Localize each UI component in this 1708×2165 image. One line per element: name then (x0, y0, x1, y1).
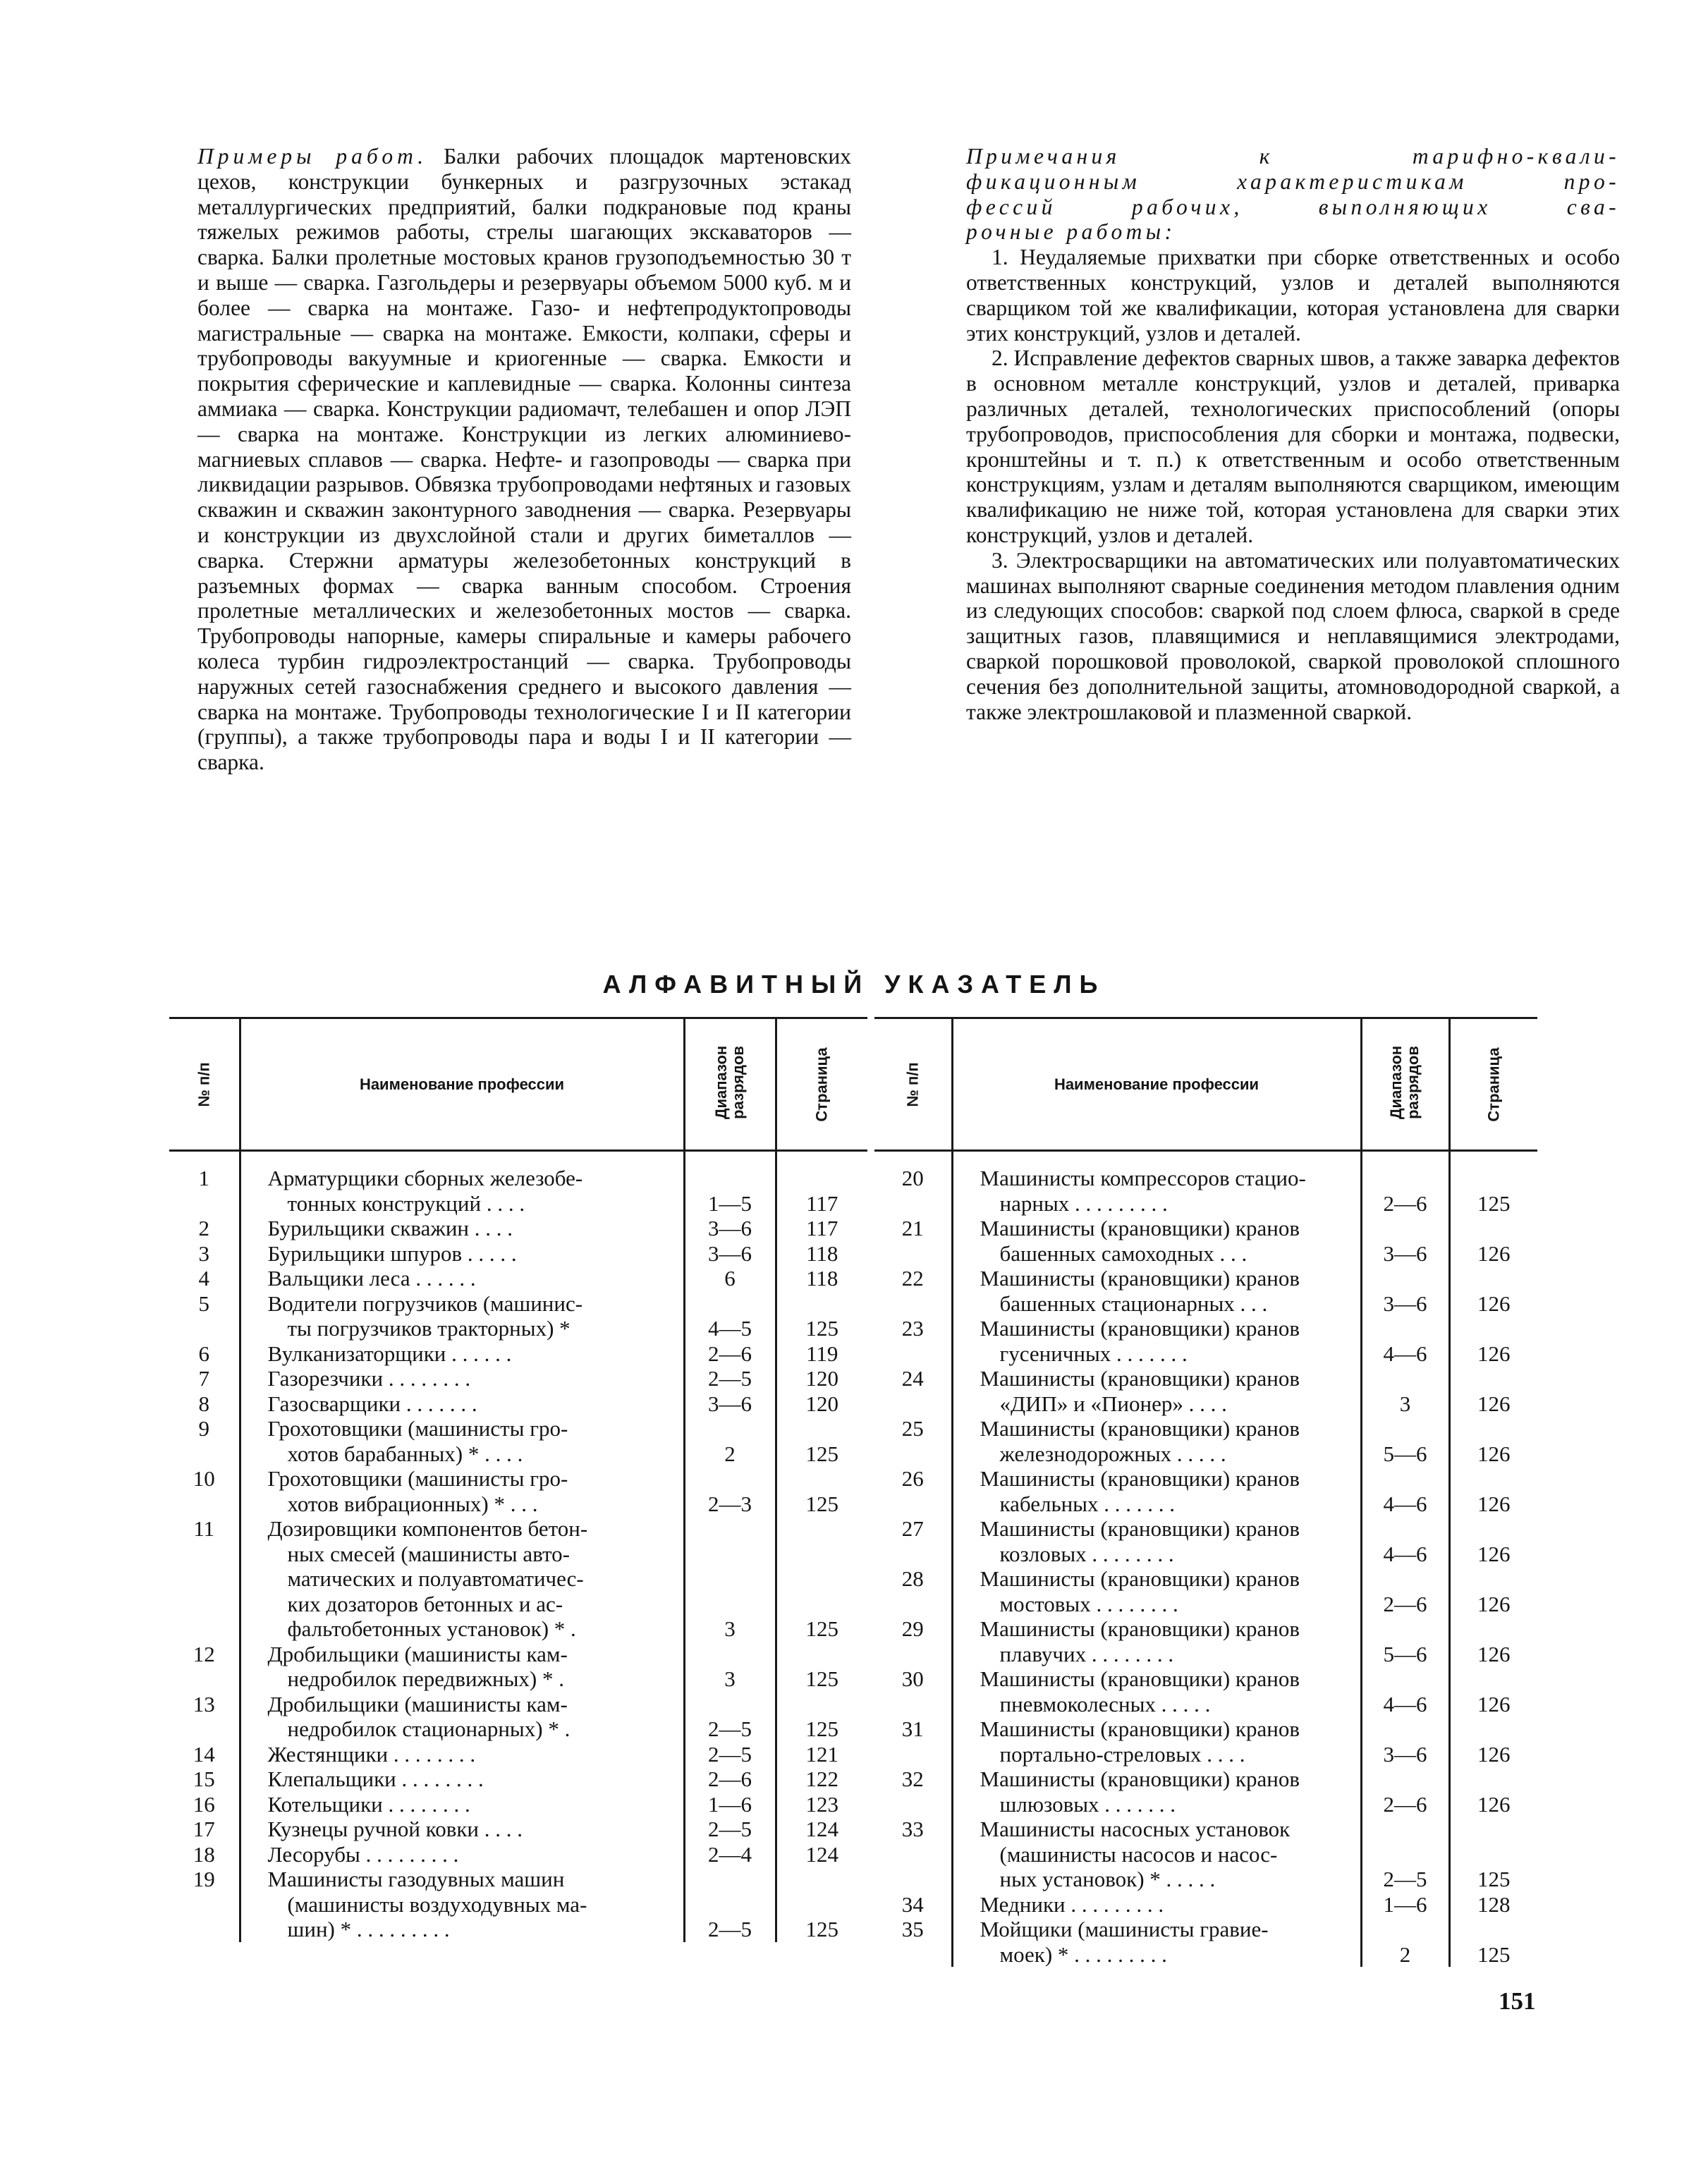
row-number: 11 (193, 1516, 215, 1541)
table-row (169, 1216, 867, 1241)
grade-range: 6 (684, 1266, 776, 1291)
row-number: 1 (198, 1166, 209, 1190)
row-number: 33 (901, 1817, 924, 1841)
grade-range: 4—6 (1361, 1516, 1449, 1566)
profession-name-line: башенных самоходных . . . (999, 1240, 1248, 1266)
page-ref: 128 (1449, 1892, 1537, 1917)
row-number: 13 (193, 1691, 215, 1716)
grade-range: 5—6 (1361, 1616, 1449, 1666)
profession-name-line: Арматурщики сборных железобе- (267, 1166, 583, 1190)
table-row (169, 1692, 867, 1742)
grade-range: 2—4 (684, 1842, 776, 1867)
profession-name-line: Лесорубы . . . . . . . . . (267, 1841, 459, 1867)
note-2: 2. Исправление дефектов сварных швов, а также заварка дефектов в основном металле конструкций, узлов и деталей, приварка различных деталей, технологических приспособлений (опоры трубопроводов, приспособления для сборки и монтажа, подвески, кронштейны и т. п.) к ответственным и особо ответственным конструкциям, узлам и деталям выполняются сварщиком, имеющим квалификацию не ниже той, которая установлена для сварки этих конструкций, узлов и деталей. (966, 346, 1620, 547)
table-row (169, 1792, 867, 1817)
page-ref: 126 (1449, 1767, 1537, 1817)
profession-name (240, 1241, 684, 1267)
header-page: Страница (1449, 1018, 1537, 1151)
page-ref: 126 (1449, 1216, 1537, 1266)
page-ref: 119 (776, 1341, 867, 1367)
profession-name-line: Мойщики (машинисты гравие- (980, 1917, 1269, 1941)
grade-range: 3—6 (1361, 1716, 1449, 1767)
table-row (874, 1666, 1537, 1716)
row-number: 18 (193, 1841, 215, 1867)
profession-name (952, 1516, 1361, 1566)
row-number: 21 (901, 1216, 924, 1240)
page-number: 151 (1499, 1987, 1536, 2015)
grade-range: 2—5 (684, 1817, 776, 1842)
index-title: АЛФАВИТНЫЙ УКАЗАТЕЛЬ (602, 970, 1106, 999)
grade-range: 4—6 (1361, 1316, 1449, 1366)
page-ref: 125 (776, 1642, 867, 1692)
profession-name-line: Машинисты (крановщики) кранов (980, 1767, 1300, 1791)
grade-range: 2—6 (1361, 1151, 1449, 1216)
table-row (874, 1716, 1537, 1767)
page-ref: 126 (1449, 1616, 1537, 1666)
row-number: 27 (901, 1516, 924, 1541)
profession-name (952, 1767, 1361, 1817)
profession-name-line: железнодорожных . . . . . (999, 1441, 1226, 1466)
profession-name-line: моек) * . . . . . . . . . (999, 1941, 1167, 1967)
profession-name-line: Дробильщики (машинисты кам- (267, 1691, 568, 1716)
page-ref: 121 (776, 1742, 867, 1767)
profession-name (240, 1266, 684, 1291)
table-row (169, 1817, 867, 1842)
grade-range: 3—6 (684, 1216, 776, 1241)
row-number: 22 (901, 1266, 924, 1291)
table-row (874, 1316, 1537, 1366)
notes-heading-line: Примечания к тарифно-квали- (966, 144, 1620, 169)
notes-heading-line: фикационным характеристикам про- (966, 169, 1620, 194)
page-ref: 117 (776, 1216, 867, 1241)
table-row (874, 1616, 1537, 1666)
profession-name-line: ных смесей (машинисты авто- (287, 1541, 570, 1566)
table-row (169, 1341, 867, 1367)
page-ref: 124 (776, 1842, 867, 1867)
profession-name-line: Медники . . . . . . . . . (980, 1891, 1164, 1917)
profession-name-line: Машинисты (крановщики) кранов (980, 1566, 1300, 1591)
table-row (169, 1767, 867, 1792)
profession-name (240, 1216, 684, 1241)
table-row (169, 1742, 867, 1767)
page-ref: 118 (776, 1241, 867, 1267)
table-row (874, 1767, 1537, 1817)
grade-range: 2—3 (684, 1466, 776, 1516)
profession-name (952, 1917, 1361, 1967)
page-ref: 124 (776, 1817, 867, 1842)
row-number: 31 (901, 1716, 924, 1741)
page-ref: 125 (776, 1692, 867, 1742)
table-row (169, 1266, 867, 1291)
grade-range: 2—6 (1361, 1566, 1449, 1616)
note-1: 1. Неудаляемые прихватки при сборке ответственных и особо ответственных конструкций, узлов и деталей выполняются сварщиком той же квалификации, которая установлена для сварки этих конструкций, узлов и деталей. (966, 245, 1620, 346)
profession-name-line: Грохотовщики (машинисты гро- (267, 1416, 568, 1441)
profession-name-line: Машинисты (крановщики) кранов (980, 1516, 1300, 1541)
profession-name-line: Бурильщики шпуров . . . . . (267, 1240, 517, 1266)
profession-name-line: Газорезчики . . . . . . . . (267, 1366, 471, 1391)
table-row (169, 1241, 867, 1267)
row-number: 28 (901, 1566, 924, 1591)
profession-name-line: Машинисты (крановщики) кранов (980, 1266, 1300, 1291)
row-number: 16 (193, 1791, 215, 1817)
profession-name-line: Грохотовщики (машинисты гро- (267, 1466, 568, 1491)
grade-range: 4—6 (1361, 1466, 1449, 1516)
profession-name (240, 1817, 684, 1842)
profession-name-line: башенных стационарных . . . (999, 1291, 1268, 1316)
row-number: 9 (198, 1416, 209, 1441)
table-row (169, 1642, 867, 1692)
profession-name-line: Машинисты компрессоров стацио- (980, 1166, 1306, 1190)
profession-name (952, 1316, 1361, 1366)
grade-range: 3—6 (1361, 1266, 1449, 1316)
row-number: 15 (193, 1767, 215, 1791)
examples-body: Балки рабочих площадок мартеновских цехов, конструкции бункерных и разгрузочных эстакад металлургических предприятий, балки подкрановые под краны тяжелых режимов работы, стрелы шагающих экскаваторов — сварка. Балки пролетные мостовых кранов грузоподъемностью 30 т и выше — сварка. Газгольдеры и резервуары объемом 5000 куб. м и более — сварка на монтаже. Газо- и нефтепродуктопроводы магистральные — сварка на монтаже. Емкости, колпаки, сферы и трубопроводы вакуумные и криогенные — сварка. Емкости и покрытия сферические и каплевидные — сварка. Колонны синтеза аммиака — сварка. Конструкции радиомачт, телебашен и опор ЛЭП — сварка на монтаже. Конструкции из легких алюминиево-магниевых сплавов — сварка. Нефте- и газопроводы — сварка при ликвидации разрывов. Обвязка трубопроводами нефтяных и газовых скважин и скважин законтурного заводнения — сварка. Резервуары и конструкции из двухслойной стали и других биметаллов — сварка. Стержни арматуры железобетонных конструкций в разъемных формах — сварка ванным способом. Строения пролетные металлических и железобетонных мостов — сварка. Трубопроводы напорные, камеры спиральные и камеры рабочего колеса турбин гидроэлектростанций — сварка. Трубопроводы наружных сетей газоснабжения среднего и высокого давления — сварка на монтаже. Трубопроводы технологические I и II категории (группы), а также трубопроводы пара и воды I и II категории — сварка. (197, 144, 852, 775)
page-ref: 126 (1449, 1666, 1537, 1716)
page-ref: 123 (776, 1792, 867, 1817)
page-ref: 126 (1449, 1266, 1537, 1316)
page-ref: 120 (776, 1366, 867, 1391)
page-ref: 117 (776, 1151, 867, 1216)
row-number: 5 (198, 1291, 209, 1316)
page-ref: 126 (1449, 1516, 1537, 1566)
index-table-right (874, 1017, 1537, 1967)
profession-name (240, 1291, 684, 1341)
profession-name-line: ких дозаторов бетонных и ас- (287, 1591, 563, 1616)
header-num: № п/п (169, 1018, 240, 1151)
notes-heading-line: рочные работы: (966, 219, 1176, 245)
grade-range: 3—6 (684, 1391, 776, 1417)
header-page: Страница (776, 1018, 867, 1151)
row-number: 35 (901, 1917, 924, 1941)
profession-name-line: Машинисты (крановщики) кранов (980, 1666, 1300, 1691)
profession-name-line: недробилок передвижных) * . (287, 1666, 564, 1691)
profession-name (952, 1892, 1361, 1917)
page-ref: 126 (1449, 1466, 1537, 1516)
grade-range: 2—5 (684, 1867, 776, 1942)
grade-range: 2—5 (684, 1366, 776, 1391)
profession-name-line: Дозировщики компонентов бетон- (267, 1516, 588, 1541)
grade-range: 5—6 (1361, 1416, 1449, 1466)
page-ref: 125 (776, 1867, 867, 1942)
table-row (874, 1892, 1537, 1917)
index-table-left (169, 1017, 867, 1942)
grade-range: 4—5 (684, 1291, 776, 1341)
row-number: 24 (901, 1366, 924, 1391)
row-number: 20 (901, 1166, 924, 1190)
table-row (874, 1216, 1537, 1266)
profession-name (240, 1642, 684, 1692)
grade-range: 2 (684, 1416, 776, 1466)
profession-name-line: Вулканизаторщики . . . . . . (267, 1341, 512, 1366)
profession-name-line: хотов барабанных) * . . . . (287, 1441, 523, 1466)
profession-name-line: козловых . . . . . . . . (999, 1541, 1174, 1566)
page-ref: 126 (1449, 1716, 1537, 1767)
grade-range: 2—6 (1361, 1767, 1449, 1817)
row-number: 30 (901, 1666, 924, 1691)
profession-name-line: Дробильщики (машинисты кам- (267, 1641, 568, 1666)
page-ref: 126 (1449, 1416, 1537, 1466)
profession-name-line: Машинисты насосных установок (980, 1817, 1291, 1841)
row-number: 8 (198, 1391, 209, 1416)
notes-heading-line: фессий рабочих, выполняющих сва- (966, 194, 1620, 219)
grade-range: 3—6 (684, 1241, 776, 1267)
grade-range: 1—5 (684, 1151, 776, 1216)
row-number: 29 (901, 1616, 924, 1641)
table-row (874, 1416, 1537, 1466)
table-row (169, 1151, 867, 1216)
profession-name-line: нарных . . . . . . . . . (999, 1190, 1168, 1216)
table-row (874, 1917, 1537, 1967)
row-number: 19 (193, 1867, 215, 1891)
notes-heading (966, 144, 1620, 245)
grade-range: 1—6 (1361, 1892, 1449, 1917)
profession-name-line: портально-стреловых . . . . (999, 1741, 1245, 1767)
grade-range: 2—6 (684, 1767, 776, 1792)
profession-name (240, 1867, 684, 1942)
examples-heading: Примеры работ. (197, 144, 428, 169)
row-number: 25 (901, 1416, 924, 1441)
grade-range: 2 (1361, 1917, 1449, 1967)
page-ref: 120 (776, 1391, 867, 1417)
table-row (169, 1291, 867, 1341)
row-number: 4 (198, 1266, 209, 1291)
row-number: 32 (901, 1767, 924, 1791)
table-row (169, 1391, 867, 1417)
profession-name-line: Машинисты (крановщики) кранов (980, 1316, 1300, 1341)
profession-name-line: гусеничных . . . . . . . (999, 1341, 1188, 1366)
profession-name (240, 1692, 684, 1742)
profession-name-line: ных установок) * . . . . . (999, 1867, 1216, 1891)
profession-name (240, 1792, 684, 1817)
profession-name-line: кабельных . . . . . . . (999, 1491, 1175, 1516)
profession-name-line: Машинисты газодувных машин (267, 1867, 565, 1891)
profession-name (240, 1742, 684, 1767)
row-number: 3 (198, 1240, 209, 1266)
profession-name-line: Вальщики леса . . . . . . (267, 1266, 476, 1291)
table-row (169, 1842, 867, 1867)
table-row (874, 1151, 1537, 1216)
page-ref: 126 (1449, 1366, 1537, 1416)
table-row (874, 1466, 1537, 1516)
grade-range: 2—5 (684, 1742, 776, 1767)
header-name: Наименование профессии (240, 1018, 684, 1151)
row-number: 17 (193, 1817, 215, 1841)
right-column-text (966, 144, 1620, 724)
profession-name-line: ты погрузчиков тракторных) * (287, 1316, 571, 1341)
row-number: 26 (901, 1466, 924, 1491)
profession-name (240, 1516, 684, 1642)
page-ref: 125 (1449, 1151, 1537, 1216)
profession-name (952, 1566, 1361, 1616)
profession-name-line: Кузнецы ручной ковки . . . . (267, 1817, 523, 1841)
profession-name-line: Газосварщики . . . . . . . (267, 1391, 477, 1416)
profession-name (952, 1616, 1361, 1666)
profession-name (952, 1817, 1361, 1892)
page-ref: 125 (1449, 1817, 1537, 1892)
profession-name (952, 1716, 1361, 1767)
profession-name-line: хотов вибрационных) * . . . (287, 1491, 538, 1516)
profession-name-line: Машинисты (крановщики) кранов (980, 1716, 1300, 1741)
profession-name (952, 1466, 1361, 1516)
header-range: Диапазон разрядов (684, 1018, 776, 1151)
page-ref: 125 (776, 1291, 867, 1341)
header-range: Диапазон разрядов (1361, 1018, 1449, 1151)
profession-name-line: пневмоколесных . . . . . (999, 1691, 1211, 1716)
table-row (874, 1817, 1537, 1892)
profession-name-line: Бурильщики скважин . . . . (267, 1216, 513, 1240)
grade-range: 3 (684, 1642, 776, 1692)
grade-range: 2—5 (1361, 1817, 1449, 1892)
note-3: 3. Электросварщики на автоматических или полуавтоматических машинах выполняют сварные соединения методом плавления одним из следующих способов: сваркой под слоем флюса, сваркой в среде защитных газов, плавящимися и неплавящимися электродами, сваркой порошковой проволокой, сваркой проволокой сплошного сечения без дополнительной защиты, атомноводородной сваркой, а также электрошлаковой и плазменной сваркой. (966, 547, 1620, 724)
row-number: 2 (198, 1216, 209, 1240)
profession-name-line: фальтобетонных установок) * . (287, 1616, 576, 1641)
row-number: 14 (193, 1741, 215, 1767)
profession-name (952, 1366, 1361, 1416)
grade-range: 2—6 (684, 1341, 776, 1367)
profession-name (240, 1391, 684, 1417)
profession-name (240, 1366, 684, 1391)
grade-range: 3 (684, 1516, 776, 1642)
page-ref: 122 (776, 1767, 867, 1792)
header-num: № п/п (874, 1018, 952, 1151)
profession-name (952, 1666, 1361, 1716)
profession-name-line: тонных конструкций . . . . (287, 1190, 525, 1216)
page-ref: 126 (1449, 1316, 1537, 1366)
profession-name-line: шлюзовых . . . . . . . (999, 1791, 1176, 1817)
profession-name-line: Жестянщики . . . . . . . . (267, 1741, 476, 1767)
row-number: 6 (198, 1341, 209, 1366)
table-row (874, 1566, 1537, 1616)
profession-name-line: Водители погрузчиков (машинис- (267, 1291, 583, 1316)
profession-name-line: «ДИП» и «Пионер» . . . . (999, 1391, 1227, 1416)
page-ref: 125 (1449, 1917, 1537, 1967)
row-number: 12 (193, 1641, 215, 1666)
table-row (169, 1466, 867, 1516)
table-row (874, 1516, 1537, 1566)
table-row (874, 1366, 1537, 1416)
row-number: 7 (198, 1366, 209, 1391)
profession-name (240, 1767, 684, 1792)
profession-name-line: мостовых . . . . . . . . (999, 1591, 1178, 1616)
grade-range: 3—6 (1361, 1216, 1449, 1266)
page-ref: 126 (1449, 1566, 1537, 1616)
grade-range: 3 (1361, 1366, 1449, 1416)
profession-name-line: Машинисты (крановщики) кранов (980, 1416, 1300, 1441)
profession-name (240, 1466, 684, 1516)
profession-name (952, 1216, 1361, 1266)
profession-name (240, 1842, 684, 1867)
profession-name-line: матических и полуавтоматичес- (287, 1566, 584, 1591)
table-row (874, 1266, 1537, 1316)
row-number: 34 (901, 1891, 924, 1917)
page-ref: 125 (776, 1416, 867, 1466)
page-ref: 125 (776, 1516, 867, 1642)
profession-name-line: Клепальщики . . . . . . . . (267, 1767, 484, 1791)
profession-name (240, 1416, 684, 1466)
table-row (169, 1416, 867, 1466)
profession-name-line: плавучих . . . . . . . . (999, 1641, 1174, 1666)
profession-name (952, 1266, 1361, 1316)
profession-name-line: Машинисты (крановщики) кранов (980, 1466, 1300, 1491)
profession-name (240, 1151, 684, 1216)
row-number: 23 (901, 1316, 924, 1341)
page-ref: 118 (776, 1266, 867, 1291)
row-number: 10 (193, 1466, 215, 1491)
profession-name-line: шин) * . . . . . . . . . (287, 1917, 450, 1941)
profession-name-line: Машинисты (крановщики) кранов (980, 1216, 1300, 1240)
left-column-text (197, 144, 851, 775)
grade-range: 2—5 (684, 1692, 776, 1742)
table-row (169, 1516, 867, 1642)
profession-name (952, 1416, 1361, 1466)
header-name: Наименование профессии (952, 1018, 1361, 1151)
profession-name-line: недробилок стационарных) * . (287, 1716, 571, 1741)
grade-range: 1—6 (684, 1792, 776, 1817)
page-ref: 125 (776, 1466, 867, 1516)
profession-name-line: (машинисты воздуходувных ма- (287, 1891, 587, 1917)
profession-name (952, 1151, 1361, 1216)
profession-name-line: Котельщики . . . . . . . . (267, 1791, 470, 1817)
profession-name (240, 1341, 684, 1367)
table-row (169, 1867, 867, 1942)
profession-name-line: Машинисты (крановщики) кранов (980, 1616, 1300, 1641)
grade-range: 4—6 (1361, 1666, 1449, 1716)
table-row (169, 1366, 867, 1391)
profession-name-line: (машинисты насосов и насос- (999, 1841, 1278, 1867)
profession-name-line: Машинисты (крановщики) кранов (980, 1366, 1300, 1391)
